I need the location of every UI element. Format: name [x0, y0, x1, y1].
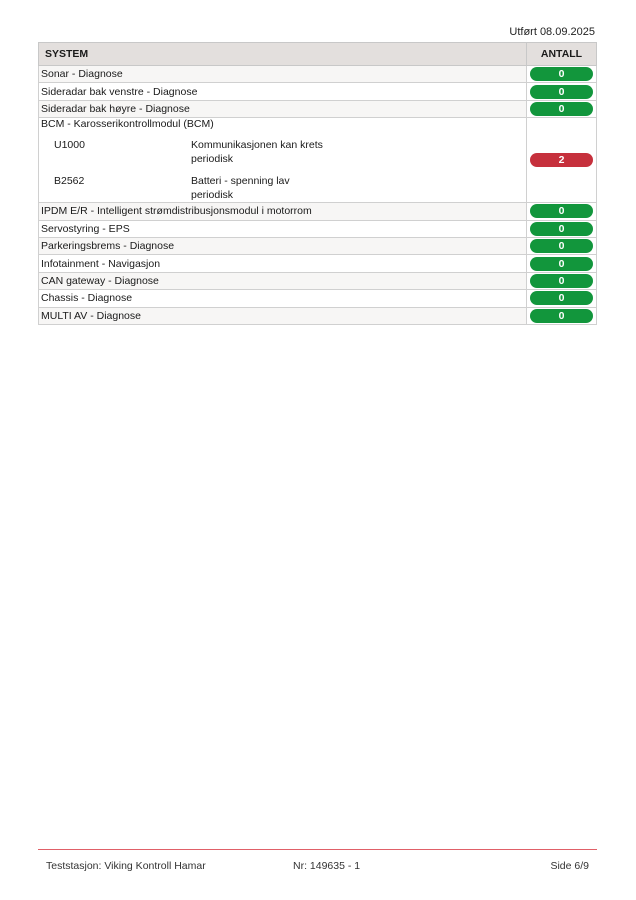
system-name: CAN gateway - Diagnose [39, 272, 527, 289]
footer-divider [38, 849, 597, 850]
count-badge: 0 [530, 85, 593, 99]
system-name: Sonar - Diagnose [39, 66, 527, 83]
dtc-entry [41, 138, 524, 166]
performed-date: Utført 08.09.2025 [509, 26, 595, 38]
table-row [39, 237, 597, 254]
count-badge: 0 [530, 204, 593, 218]
dtc-description-line: Kommunikasjonen kan krets [191, 139, 323, 152]
system-name: Sideradar bak venstre - Diagnose [39, 83, 527, 100]
system-name: Sideradar bak høyre - Diagnose [39, 100, 527, 117]
count-badge: 0 [530, 257, 593, 271]
dtc-description-line: Batteri - spenning lav [191, 175, 290, 188]
table-row [39, 100, 597, 117]
dtc-description-line: periodisk [191, 153, 234, 166]
count-badge: 0 [530, 67, 593, 81]
dtc-code: U1000 [54, 139, 85, 152]
system-name: BCM - Karosserikontrollmodul (BCM) [41, 118, 214, 131]
table-row [39, 220, 597, 237]
column-header-system: SYSTEM [39, 43, 527, 66]
footer-page-number: Side 6/9 [550, 860, 589, 872]
dtc-description-line: periodisk [191, 189, 234, 202]
count-badge: 0 [530, 102, 593, 116]
system-table [38, 42, 597, 325]
footer-station: Teststasjon: Viking Kontroll Hamar [46, 860, 206, 872]
dtc-description [191, 138, 341, 166]
table-row [39, 290, 597, 307]
table-row [39, 255, 597, 272]
count-badge: 0 [530, 291, 593, 305]
error-count-badge: 2 [530, 153, 593, 167]
footer-report-number: Nr: 149635 - 1 [293, 860, 361, 872]
table-row-fault-group [39, 118, 597, 203]
system-name: Parkeringsbrems - Diagnose [39, 237, 527, 254]
table-row [39, 203, 597, 220]
table-row [39, 272, 597, 289]
table-header-row [39, 43, 597, 66]
system-name: Servostyring - EPS [39, 220, 527, 237]
system-name: Infotainment - Navigasjon [39, 255, 527, 272]
column-header-count: ANTALL [527, 43, 597, 66]
count-badge: 0 [530, 309, 593, 323]
system-name: IPDM E/R - Intelligent strømdistribusjonsmodul i motorrom [39, 203, 527, 220]
system-name: Chassis - Diagnose [39, 290, 527, 307]
table-row [39, 307, 597, 324]
dtc-description [191, 174, 341, 202]
dtc-code: B2562 [54, 175, 85, 188]
count-badge: 0 [530, 222, 593, 236]
table-row [39, 66, 597, 83]
count-badge: 0 [530, 239, 593, 253]
system-name: MULTI AV - Diagnose [39, 307, 527, 324]
table-row [39, 83, 597, 100]
count-badge: 0 [530, 274, 593, 288]
dtc-entry [41, 174, 524, 202]
